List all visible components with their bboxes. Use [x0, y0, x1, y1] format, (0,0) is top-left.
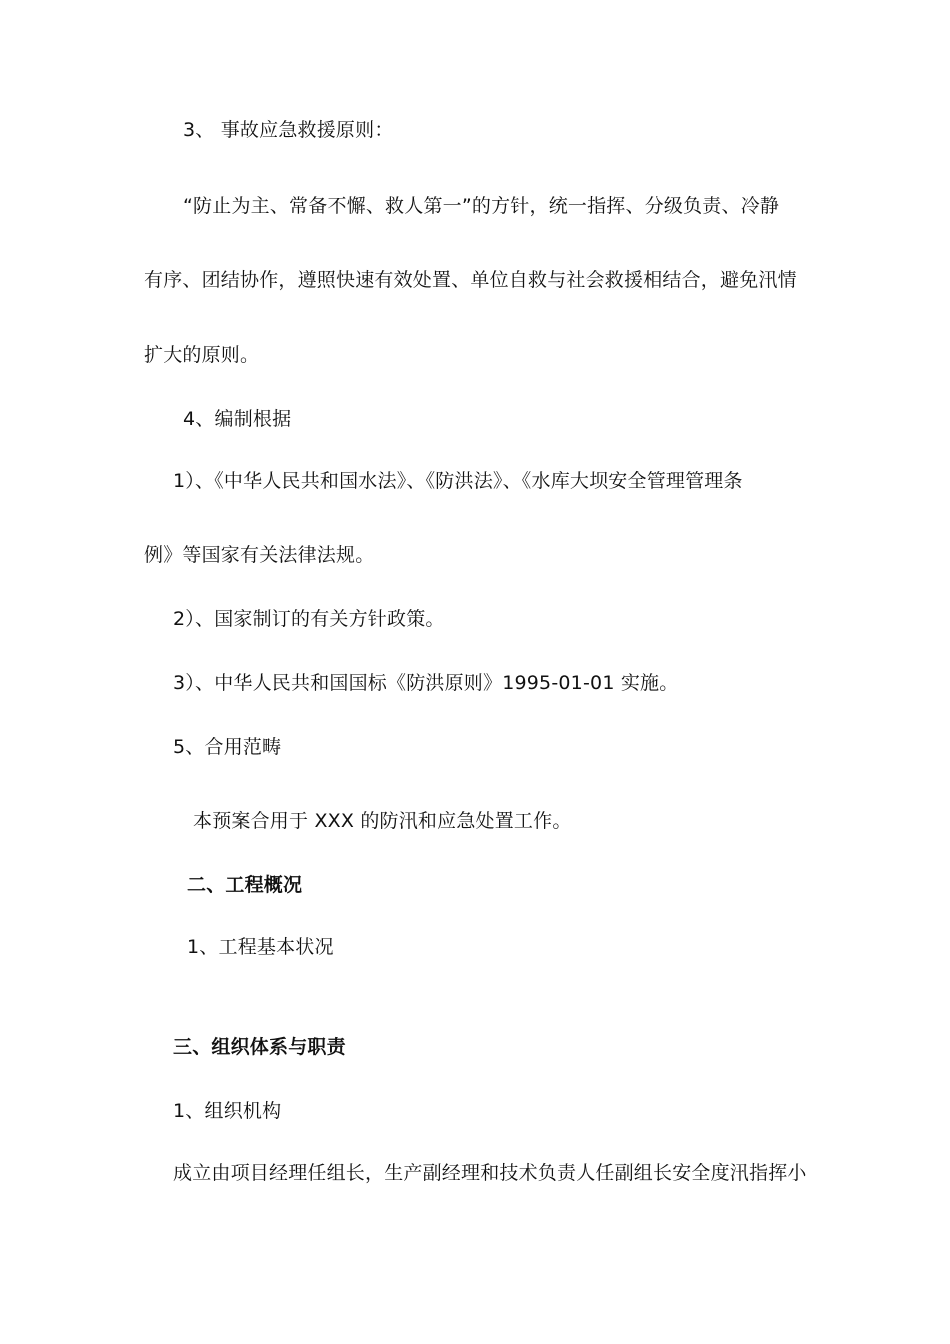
- section-heading-organization-structure: 1、组织机构: [173, 1100, 282, 1122]
- section-heading-basic-status: 1、工程基本状况: [187, 936, 334, 958]
- chapter-heading-project-overview: 二、工程概况: [187, 874, 303, 896]
- chapter-heading-organization: 三、组织体系与职责: [173, 1036, 346, 1058]
- paragraph-line: 例》等国家有关法律法规。: [144, 544, 375, 566]
- paragraph-line: “防止为主、常备不懈、救人第一”的方针，统一指挥、分级负责、冷静: [183, 195, 780, 217]
- paragraph-line: 本预案合用于 XXX 的防汛和应急处置工作。: [193, 810, 572, 832]
- list-item: 2）、国家制订的有关方针政策。: [173, 608, 445, 630]
- paragraph-line: 成立由项目经理任组长，生产副经理和技术负责人任副组长安全度汛指挥小: [173, 1162, 807, 1184]
- list-item: 3）、中华人民共和国国标《防洪原则》1995-01-01 实施。: [173, 672, 679, 694]
- paragraph-line: 扩大的原则。: [144, 344, 260, 366]
- section-heading-basis: 4、编制根据: [183, 408, 292, 430]
- list-item: 1）、《中华人民共和国水法》、《防洪法》、《水库大坝安全管理管理条: [173, 470, 743, 492]
- section-heading-rescue-principle: 3、 事故应急救援原则：: [183, 119, 394, 141]
- paragraph-line: 有序、团结协作，遵照快速有效处置、单位自救与社会救援相结合，避免汛情: [144, 269, 797, 291]
- section-heading-scope: 5、合用范畴: [173, 736, 282, 758]
